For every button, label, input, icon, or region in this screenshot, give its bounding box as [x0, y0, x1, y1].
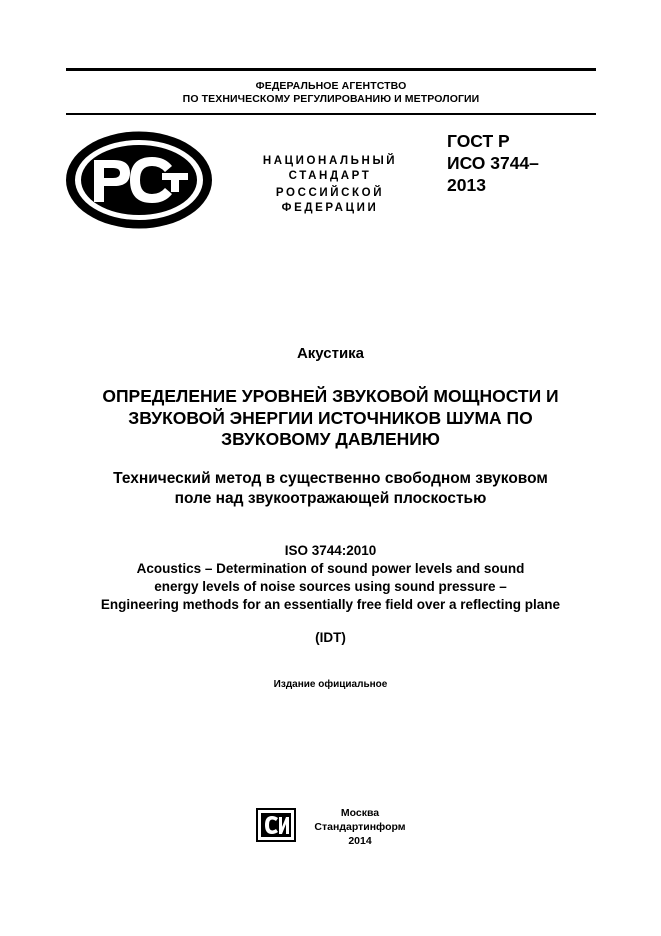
main-title-line-3: ЗВУКОВОМУ ДАВЛЕНИЮ — [221, 429, 440, 449]
subtitle-line-2: поле над звукоотражающей плоскостью — [174, 489, 487, 507]
agency-header — [66, 80, 596, 106]
edition-label: Издание официальное — [273, 679, 388, 690]
publisher-info — [300, 806, 420, 848]
publisher-year: 2014 — [348, 835, 372, 847]
publisher-name: Стандартинформ — [314, 821, 406, 833]
subtitle-line-1: Технический метод в существенно свободном звуковом — [113, 470, 548, 487]
standartinform-logo-icon — [256, 808, 296, 842]
national-standard-label — [230, 154, 430, 215]
national-standard-line-1: НАЦИОНАЛЬНЫЙ — [262, 155, 398, 167]
national-standard-line-4: ФЕДЕРАЦИИ — [281, 201, 379, 214]
national-standard-line-3: РОССИЙСКОЙ — [275, 187, 385, 199]
designation-line-2: ИСО 3744– — [447, 153, 539, 173]
section-title: Акустика — [296, 345, 365, 362]
publisher-city: Москва — [340, 807, 380, 819]
idt-label: (IDT) — [315, 630, 346, 645]
main-title — [40, 386, 621, 451]
national-standard-line-2: СТАНДАРТ — [288, 169, 372, 182]
designation-line-1: ГОСТ Р — [447, 131, 510, 151]
subtitle — [40, 469, 621, 508]
rst-emblem-icon — [64, 130, 214, 230]
main-title-line-2: ЗВУКОВОЙ ЭНЕРГИИ ИСТОЧНИКОВ ШУМА ПО — [128, 407, 533, 428]
agency-line-1: ФЕДЕРАЛЬНОЕ АГЕНТСТВО — [255, 80, 407, 92]
iso-line-3: energy levels of noise sources using sound pressure – — [154, 579, 507, 594]
iso-line-1: ISO 3744:2010 — [284, 543, 377, 558]
agency-line-2: ПО ТЕХНИЧЕСКОМУ РЕГУЛИРОВАНИЮ И МЕТРОЛОГИИ — [182, 93, 480, 105]
header-rule — [66, 113, 596, 115]
iso-line-4: Engineering methods for an essentially free field over a reflecting plane — [100, 597, 561, 612]
iso-reference — [40, 542, 621, 614]
standard-designation — [447, 130, 539, 196]
top-rule — [66, 68, 596, 71]
main-title-line-1: ОПРЕДЕЛЕНИЕ УРОВНЕЙ ЗВУКОВОЙ МОЩНОСТИ И — [102, 386, 559, 406]
iso-line-2: Acoustics – Determination of sound power levels and sound — [136, 561, 525, 576]
designation-line-3: 2013 — [447, 175, 486, 195]
